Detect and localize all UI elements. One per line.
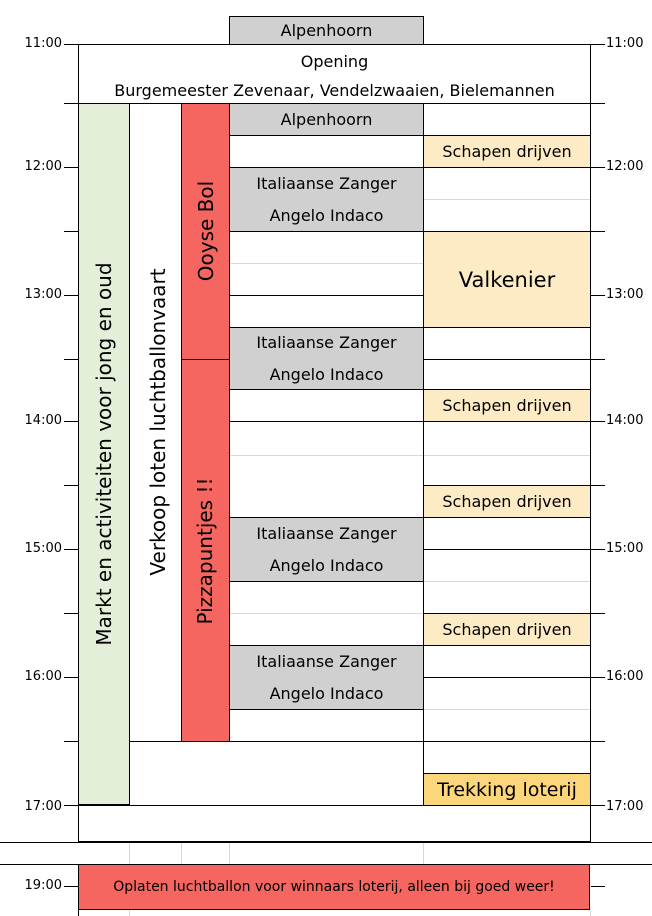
alpenhoorn-block: Alpenhoorn bbox=[229, 103, 424, 136]
time-label-right: 15:00 bbox=[606, 541, 644, 556]
schapen-block-3: Schapen drijven bbox=[423, 485, 591, 518]
zanger-block-4 bbox=[229, 645, 424, 710]
schapen-block-2: Schapen drijven bbox=[423, 389, 591, 422]
pizzapuntjes-label: Pizzapuntjes !! bbox=[193, 477, 217, 625]
zanger-block-3 bbox=[229, 517, 424, 582]
zanger-artist: Angelo Indaco bbox=[269, 683, 384, 703]
time-label-right: 11:00 bbox=[606, 36, 644, 51]
loten-column-label: Verkoop loten luchtballonvaart bbox=[146, 268, 170, 576]
opening-subtitle: Burgemeester Zevenaar, Vendelzwaaien, Bielemannen bbox=[114, 80, 555, 100]
zanger-block-1 bbox=[229, 167, 424, 232]
time-label-left: 13:00 bbox=[24, 287, 62, 302]
time-label-right: 17:00 bbox=[606, 799, 644, 814]
time-label-left: 16:00 bbox=[24, 669, 62, 684]
schapen-block-1: Schapen drijven bbox=[423, 135, 591, 168]
opening-title: Opening bbox=[300, 51, 369, 71]
time-label-right: 13:00 bbox=[606, 287, 644, 302]
luchtballon-block: Oplaten luchtballon voor winnaars loterij, alleen bij goed weer! bbox=[78, 864, 590, 910]
zanger-artist: Angelo Indaco bbox=[269, 364, 384, 384]
zanger-artist: Angelo Indaco bbox=[269, 555, 384, 575]
time-label-left: 11:00 bbox=[24, 36, 62, 51]
schapen-block-4: Schapen drijven bbox=[423, 613, 591, 646]
zanger-name: Italiaanse Zanger bbox=[256, 173, 397, 193]
markt-column-label: Markt en activiteiten voor jong en oud bbox=[92, 262, 116, 646]
time-label-left: 19:00 bbox=[24, 878, 62, 893]
time-label-right: 12:00 bbox=[606, 159, 644, 174]
time-label-left: 14:00 bbox=[24, 413, 62, 428]
valkenier-block: Valkenier bbox=[423, 231, 591, 328]
time-label-right: 14:00 bbox=[606, 413, 644, 428]
time-label-left: 17:00 bbox=[24, 799, 62, 814]
zanger-name: Italiaanse Zanger bbox=[256, 651, 397, 671]
time-label-right: 16:00 bbox=[606, 669, 644, 684]
zanger-block-2 bbox=[229, 327, 424, 390]
alpenhoorn-top-block: Alpenhoorn bbox=[229, 16, 424, 45]
zanger-name: Italiaanse Zanger bbox=[256, 523, 397, 543]
time-label-left: 12:00 bbox=[24, 159, 62, 174]
trekking-loterij-block: Trekking loterij bbox=[423, 773, 591, 806]
ooyse-bol-label: Ooyse Bol bbox=[194, 180, 218, 282]
zanger-name: Italiaanse Zanger bbox=[256, 332, 397, 352]
zanger-artist: Angelo Indaco bbox=[269, 205, 384, 225]
time-label-left: 15:00 bbox=[24, 541, 62, 556]
